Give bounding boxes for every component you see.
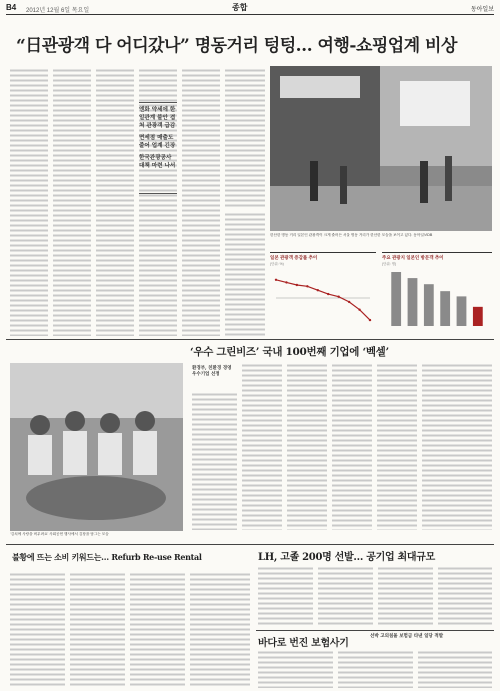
- divider-1: [6, 339, 494, 340]
- chart-1-unit: (단위: %): [270, 262, 284, 266]
- pullquote-box: [139, 102, 177, 194]
- issue-date: 2012년 12월 6일 목요일: [26, 8, 90, 14]
- lh-column-1: [258, 566, 313, 626]
- chart-1-title: 일본 관광객 증감률 추이: [270, 255, 318, 260]
- lh-column-2: [318, 566, 373, 626]
- lh-column-3: [378, 566, 433, 626]
- bar: [408, 278, 418, 326]
- bar: [457, 296, 467, 326]
- main-headline: “日관광객 다 어디갔나” 명동거리 텅텅… 여행-쇼핑업계 비상: [16, 36, 457, 56]
- refurb-column-2: [70, 572, 125, 688]
- insurance-column-2: [338, 650, 413, 688]
- second-subhead: 환경부, 친환경 경영 우수기업 선정: [192, 366, 232, 377]
- data-point: [317, 289, 319, 291]
- data-point: [369, 319, 371, 321]
- refurb-headline: 불황에 뜨는 소비 키워드는… Refurb Re-use Rental: [12, 552, 202, 562]
- story-column-2: [53, 68, 91, 336]
- page-number: B4: [6, 3, 17, 12]
- line-chart: [270, 266, 376, 330]
- chart-2-title: 주요 관광지 일본인 방문객 추이: [382, 255, 444, 260]
- second-column-6: [422, 363, 492, 530]
- data-point: [306, 285, 308, 287]
- insurance-column-1: [258, 650, 333, 688]
- story-column-6: [225, 68, 265, 208]
- second-column-2: [242, 363, 282, 530]
- second-headline: ‘우수 그린비즈’ 국내 100번째 기업에 ‘벡셀’: [190, 346, 389, 358]
- lh-column-4: [438, 566, 492, 626]
- bar: [424, 284, 434, 326]
- insurance-subhead: 선박 고의침몰 보험금 타낸 일당 적발: [370, 634, 444, 639]
- lh-headline: LH, 고졸 200명 선발… 공기업 최대규모: [258, 552, 435, 563]
- data-point: [275, 279, 277, 281]
- second-column-1: [192, 392, 237, 530]
- second-column-3: [287, 363, 327, 530]
- refurb-column-3: [130, 572, 185, 688]
- data-point: [285, 281, 287, 283]
- refurb-column-1: [10, 572, 65, 688]
- bar: [440, 291, 450, 326]
- divider-2: [6, 544, 494, 545]
- page-header: [6, 2, 494, 15]
- kimchi-photo-caption: ‘김치에 사랑을 버무려요’ 사회공헌 행사에서 김장을 담그는 모습: [10, 532, 109, 536]
- pullquote-1: 엔화 약세에 한일관계 불안 겹쳐 관광객 급감: [139, 107, 176, 129]
- story-column-5: [182, 68, 220, 336]
- publisher-name: 동아일보: [470, 7, 494, 13]
- story-column-3: [96, 68, 134, 336]
- data-point: [348, 301, 350, 303]
- data-point: [296, 284, 298, 286]
- series-line: [276, 280, 370, 320]
- pullquote-2: 면세점 매출도 줄어 업계 긴장: [139, 135, 176, 149]
- kimchi-event-illustration: [10, 363, 183, 531]
- section-label: 종합: [232, 3, 248, 12]
- street-photo-caption: 한산한 명동 거리 일본인 관광객이 크게 줄어든 서울 명동 거리가 한산한 모습을 보이고 있다. 동아일보DB: [270, 233, 433, 237]
- chart-2-unit: (단위: 명): [382, 262, 396, 266]
- insurance-column-3: [418, 650, 492, 688]
- second-column-4: [332, 363, 372, 530]
- kimchi-photo: [10, 363, 183, 531]
- street-scene-illustration: [270, 66, 492, 231]
- divider-3: [256, 630, 494, 631]
- bar: [391, 272, 401, 326]
- insurance-headline: 바다로 번진 보험사기: [258, 638, 349, 649]
- story-column-1: [10, 68, 48, 336]
- data-point: [327, 293, 329, 295]
- bar: [473, 307, 483, 326]
- pullquote-3: 한국관광공사 대책 마련 나서: [139, 155, 176, 169]
- second-column-5: [377, 363, 417, 530]
- data-point: [358, 309, 360, 311]
- refurb-column-4: [190, 572, 250, 688]
- story-column-7: [225, 212, 265, 336]
- bar-chart: [382, 266, 492, 330]
- data-point: [337, 296, 339, 298]
- chart-2: [382, 252, 492, 337]
- street-photo: [270, 66, 492, 231]
- chart-1: [270, 252, 376, 337]
